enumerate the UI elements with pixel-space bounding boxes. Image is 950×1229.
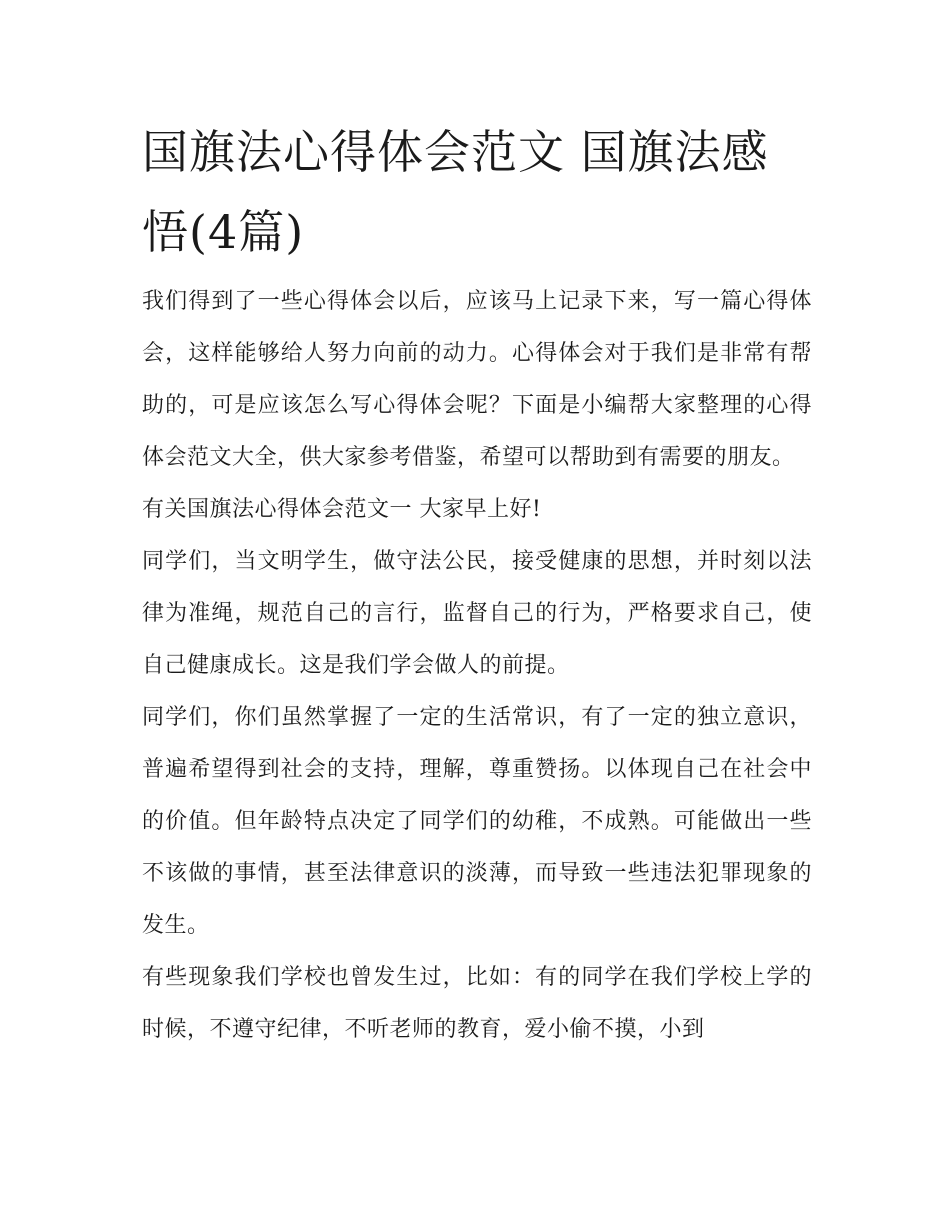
document-title: 国旗法心得体会范文 国旗法感悟(4篇)	[142, 125, 769, 259]
body-paragraph: 同学们，当文明学生，做守法公民，接受健康的思想，并时刻以法律为准绳，规范自己的言行，监督自己的行为，严格要求自己，使自己健康成长。这是我们学会做人的前提。	[142, 549, 812, 678]
section-heading-paragraph: 有关国旗法心得体会范文一 大家早上好!	[142, 497, 542, 522]
intro-paragraph: 我们得到了一些心得体会以后，应该马上记录下来，写一篇心得体会，这样能够给人努力向前的动力。心得体会对于我们是非常有帮助的，可是应该怎么写心得体会呢？下面是小编帮大家整理的心得体会范文大全，供大家参考借鉴，希望可以帮助到有需要的朋友。	[142, 289, 812, 470]
body-paragraph: 有些现象我们学校也曾发生过，比如：有的同学在我们学校上学的时候，不遵守纪律，不听老师的教育，爱小偷不摸，小到	[142, 965, 812, 1042]
body-paragraph: 同学们，你们虽然掌握了一定的生活常识，有了一定的独立意识，普遍希望得到社会的支持，理解，尊重赞扬。以体现自己在社会中的价值。但年龄特点决定了同学们的幼稚，不成熟。可能做出一些不该做的事情，甚至法律意识的淡薄，而导致一些违法犯罪现象的发生。	[142, 705, 812, 938]
document-page	[142, 112, 812, 1056]
